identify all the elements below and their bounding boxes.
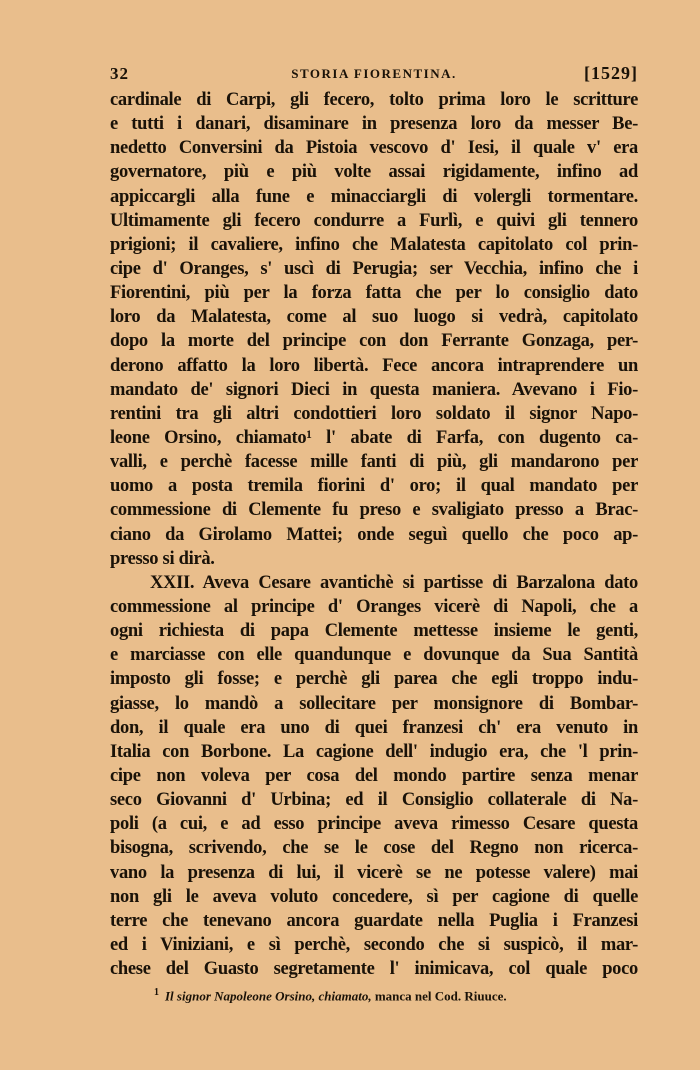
text-line: chese del Guasto segretamente l' inimicava, col quale poco (110, 959, 638, 980)
text-line: bisogna, scrivendo, che se le cose del Regno non ricerca- (110, 838, 638, 859)
text-line: presso si dirà. (110, 548, 215, 569)
text-line: derono affatto la loro libertà. Fece ancora intraprendere un (110, 355, 638, 376)
text-line: cipe d' Oranges, s' uscì di Perugia; ser Vecchia, infino che i (110, 258, 638, 279)
text-line: cipe non voleva per cosa del mondo partire senza menar (110, 765, 638, 786)
text-line: ed i Viniziani, e sì perchè, secondo che si suspicò, il mar- (110, 934, 638, 955)
text-line: prigioni; il cavaliere, infino che Malatesta capitolato col prin- (110, 234, 638, 255)
running-head (110, 60, 638, 88)
text-line: non gli le aveva voluto concedere, sì per cagione di quelle (110, 886, 638, 907)
text-line: ciano da Girolamo Mattei; onde seguì quello che poco ap- (110, 524, 638, 545)
text-line: imposto gli fosse; e perchè gli parea che egli troppo indu- (110, 669, 638, 690)
text-line: terre che tenevano ancora guardate nella Puglia i Franzesi (110, 910, 638, 931)
text-line: don, il quale era uno di quei franzesi ch' era venuto in (110, 717, 638, 738)
footnote-mark: 1 (154, 987, 159, 999)
text-line: e tutti i danari, disaminare in presenza loro da messer Be- (110, 114, 638, 135)
text-line: nedetto Conversini da Pistoia vescovo d' Iesi, il quale v' era (110, 138, 638, 159)
text-line: governatore, più e più volte assai rigidamente, infino ad (110, 162, 638, 183)
text-line: dopo la morte del principe con don Ferrante Gonzaga, per- (110, 331, 638, 352)
text-line: Fiorentini, più per la forza fatta che per lo consiglio dato (110, 283, 638, 304)
body-text (110, 88, 638, 981)
text-line: e marciasse con elle quandunque e dovunque da Sua Santità (110, 645, 638, 666)
text-line: poli (a cui, e ad esso principe aveva rimesso Cesare questa (110, 814, 638, 835)
page-number: 32 (110, 64, 129, 83)
text-line: loro da Malatesta, come al suo luogo si vedrà, capitolato (110, 307, 638, 328)
text-line: giasse, lo mandò a sollecitare per monsignore di Bombar- (110, 693, 638, 714)
text-line: XXII. Aveva Cesare avantichè si partisse di Barzalona dato (150, 572, 638, 593)
text-line: appiccargli alla fune e minacciargli di volergli tormentare. (110, 186, 638, 207)
book-page (110, 60, 638, 1005)
text-line: rentini tra gli altri condottieri loro soldato il signor Napo- (110, 403, 638, 424)
paragraph-1 (110, 88, 638, 571)
paragraph-2 (110, 571, 638, 981)
text-line: Ultimamente gli fecero condurre a Furlì, e quivi gli tennero (110, 210, 638, 231)
running-year: [1529] (584, 63, 638, 83)
footnote-italic-text: Il signor Napoleone Orsino, chiamato, (165, 988, 372, 1004)
text-line: ogni richiesta di papa Clemente mettesse insieme le genti, (110, 621, 638, 642)
text-line: mandato de' signori Dieci in questa maniera. Avevano i Fio- (110, 379, 638, 400)
footnote-text: manca nel Cod. Riuuce. (371, 988, 507, 1004)
text-line: Italia con Borbone. La cagione dell' indugio era, che 'l prin- (110, 741, 638, 762)
text-line: commessione di Clemente fu preso e svaligiato presso a Brac- (110, 500, 638, 521)
text-line: valli, e perchè facesse mille fanti di più, gli mandarono per (110, 452, 638, 473)
text-line: vano la presenza di lui, il vicerè se ne potesse valere) mai (110, 862, 638, 883)
text-line: seco Giovanni d' Urbina; ed il Consiglio collaterale di Na- (110, 790, 638, 811)
text-line: commessione al principe d' Oranges vicerè di Napoli, che a (110, 596, 638, 617)
running-title: STORIA FIORENTINA. (291, 66, 457, 81)
text-line: leone Orsino, chiamato¹ l' abate di Farfa, con dugento ca- (110, 427, 638, 448)
footnote (110, 987, 638, 1004)
text-line: cardinale di Carpi, gli fecero, tolto prima loro le scritture (110, 90, 638, 110)
text-line: uomo a posta tremila fiorini d' oro; il qual mandato per (110, 476, 638, 497)
